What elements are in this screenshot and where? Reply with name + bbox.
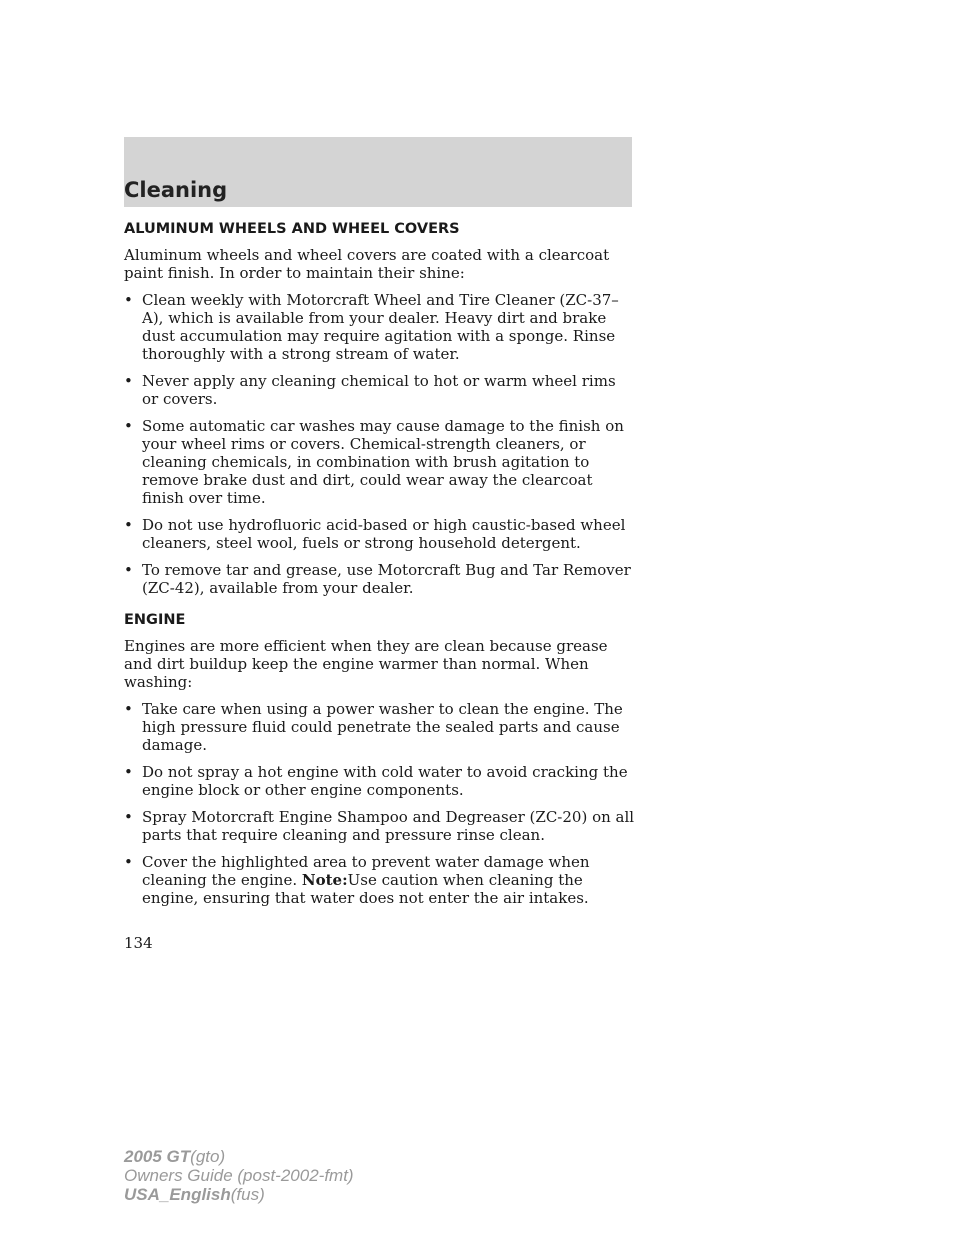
document-footer [124,1147,354,1204]
bullet-icon: • [124,516,133,534]
list-item-text: To remove tar and grease, use Motorcraft Bug and Tar Remover (ZC-42), available from your dealer. [142,561,631,597]
bullet-icon: • [124,763,133,781]
page-number: 134 [124,934,153,952]
bullet-icon: • [124,808,133,826]
bullet-icon: • [124,291,133,309]
footer-line-3 [124,1185,354,1204]
list-item [124,763,636,799]
list-item-text: Spray Motorcraft Engine Shampoo and Degreaser (ZC-20) on all parts that require cleaning and pressure rinse clean. [142,808,635,844]
list-item-text: Take care when using a power washer to clean the engine. The high pressure fluid could penetrate the sealed parts and cause damage. [142,700,623,754]
list-item-text: Cover the highlighted area to prevent water damage when cleaning the engine. [142,853,590,889]
footer-model: 2005 GT [124,1147,191,1166]
footer-line-2: Owners Guide (post-2002-fmt) [124,1166,354,1185]
bullet-icon: • [124,372,133,390]
bullet-icon: • [124,700,133,718]
list-item [124,291,636,363]
list-item [124,372,636,408]
footer-language-code: (fus) [230,1185,265,1204]
list-item [124,417,636,507]
bullet-icon: • [124,417,133,435]
list-item [124,561,636,597]
list-item [124,808,636,844]
aluminum-intro: Aluminum wheels and wheel covers are coated with a clearcoat paint finish. In order to maintain their shine: [124,246,610,282]
list-item-text: Do not use hydrofluoric acid-based or high caustic-based wheel cleaners, steel wool, fuels or strong household detergent. [142,516,626,552]
note-label: Note: [301,871,348,889]
engine-intro: Engines are more efficient when they are clean because grease and dirt buildup keep the engine warmer than normal. When washing: [124,637,608,691]
list-item [124,700,636,754]
engine-heading: ENGINE [124,612,186,628]
list-item-text: Never apply any cleaning chemical to hot or warm wheel rims or covers. [142,372,616,408]
list-item-text: Clean weekly with Motorcraft Wheel and Tire Cleaner (ZC-37–A), which is available from your dealer. Heavy dirt and brake dust accumulation may require agitation with a sponge. Rinse thoroughly with a strong stream of water. [142,291,619,363]
footer-language: USA_English [124,1185,231,1204]
list-item-text: Do not spray a hot engine with cold water to avoid cracking the engine block or other engine components. [142,763,628,799]
note-text: Use caution when cleaning the engine, ensuring that water does not enter the air intakes. [142,871,589,907]
bullet-icon: • [124,853,133,871]
section-title: Cleaning [124,178,228,202]
list-item [124,853,636,907]
aluminum-bullet-list [124,291,636,597]
page-content [124,220,636,921]
aluminum-heading: ALUMINUM WHEELS AND WHEEL COVERS [124,221,460,237]
list-item [124,516,636,552]
footer-model-code: (gto) [190,1147,226,1166]
list-item-text: Some automatic car washes may cause damage to the finish on your wheel rims or covers. Chemical-strength cleaners, or cleaning chemicals, in combination with brush agitation to remove brake dust and dirt, could wear away the clearcoat finish over time. [142,417,624,507]
footer-line-1 [124,1147,354,1166]
engine-bullet-list [124,700,636,907]
bullet-icon: • [124,561,133,579]
